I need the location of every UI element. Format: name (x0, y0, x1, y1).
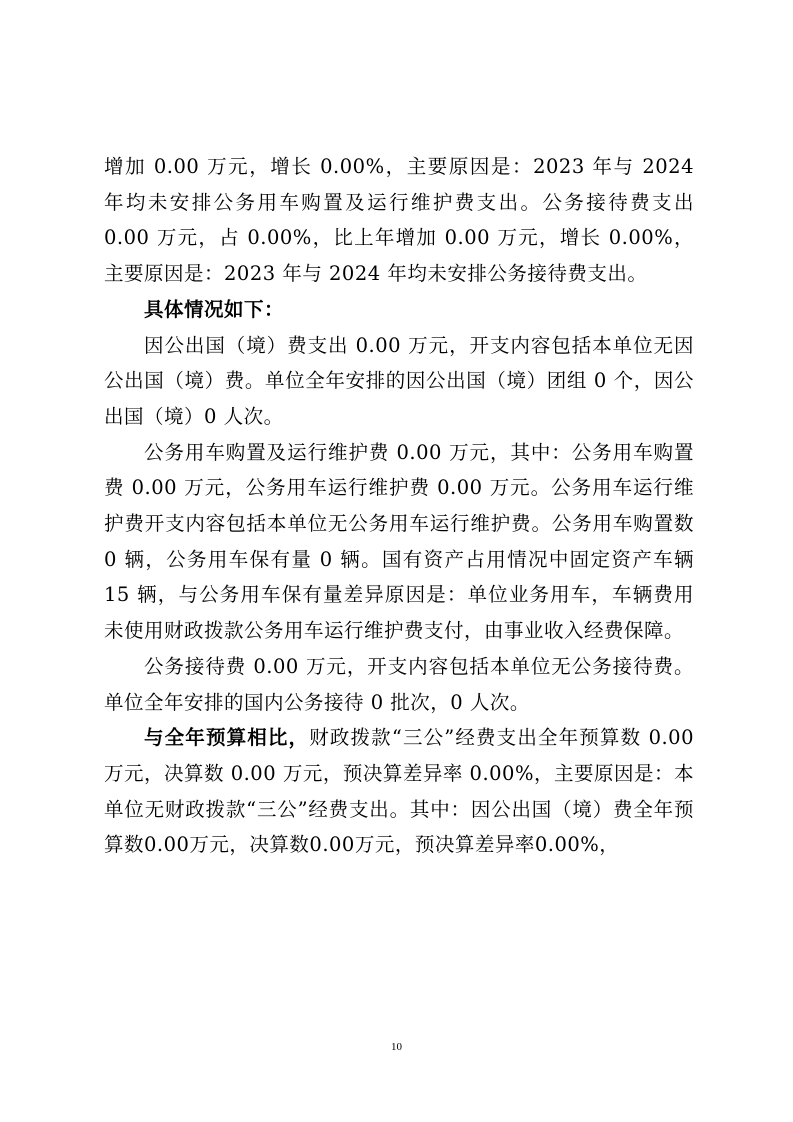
paragraph-continuation: 增加 0.00 万元，增长 0.00%，主要原因是：2023 年与 2024 年均未安排公务用车购置及运行维护费支出。公务接待费支出 0.00 万元，占 0.00%，比上年增加 0.00 万元，增长 0.00%，主要原因是：2023 年与 2024 年均未安排公务接待费支出。 (104, 155, 694, 286)
section-heading: 具体情况如下： (144, 297, 285, 321)
paragraph-official-reception: 公务接待费 0.00 万元，开支内容包括本单位无公务接待费。单位全年安排的国内公务接待 0 批次，0 人次。 (104, 654, 694, 714)
document-body (104, 149, 694, 863)
paragraph-overseas-travel: 因公出国（境）费支出 0.00 万元，开支内容包括本单位无因公出国（境）费。单位全年安排的因公出国（境）团组 0 个，因公出国（境）0 人次。 (104, 333, 694, 428)
paragraph-official-vehicles: 公务用车购置及运行维护费 0.00 万元，其中：公务用车购置费 0.00 万元，公务用车运行维护费 0.00 万元。公务用车运行维护费开支内容包括本单位无公务用车运行维护费。公务用车购置数 0 辆，公务用车保有量 0 辆。国有资产占用情况中固定资产车辆 15 辆，与公务用车保有量差异原因是：单位业务用车，车辆费用未使用财政拨款公务用车运行维护费支付，由事业收入经费保障。 (104, 440, 694, 643)
page-number: 10 (391, 1041, 402, 1053)
paragraph-budget-comparison (104, 720, 694, 863)
budget-comparison-lead: 与全年预算相比， (144, 726, 310, 750)
budget-comparison-text: 财政拨款“三公”经费支出全年预算数 0.00 万元，决算数 0.00 万元，预决算差异率 0.00%，主要原因是：本单位无财政拨款“三公”经费支出。其中：因公出国（境）费全年预算数0.00万元，决算数0.00万元，预决算差异率0.00%， (104, 726, 694, 857)
